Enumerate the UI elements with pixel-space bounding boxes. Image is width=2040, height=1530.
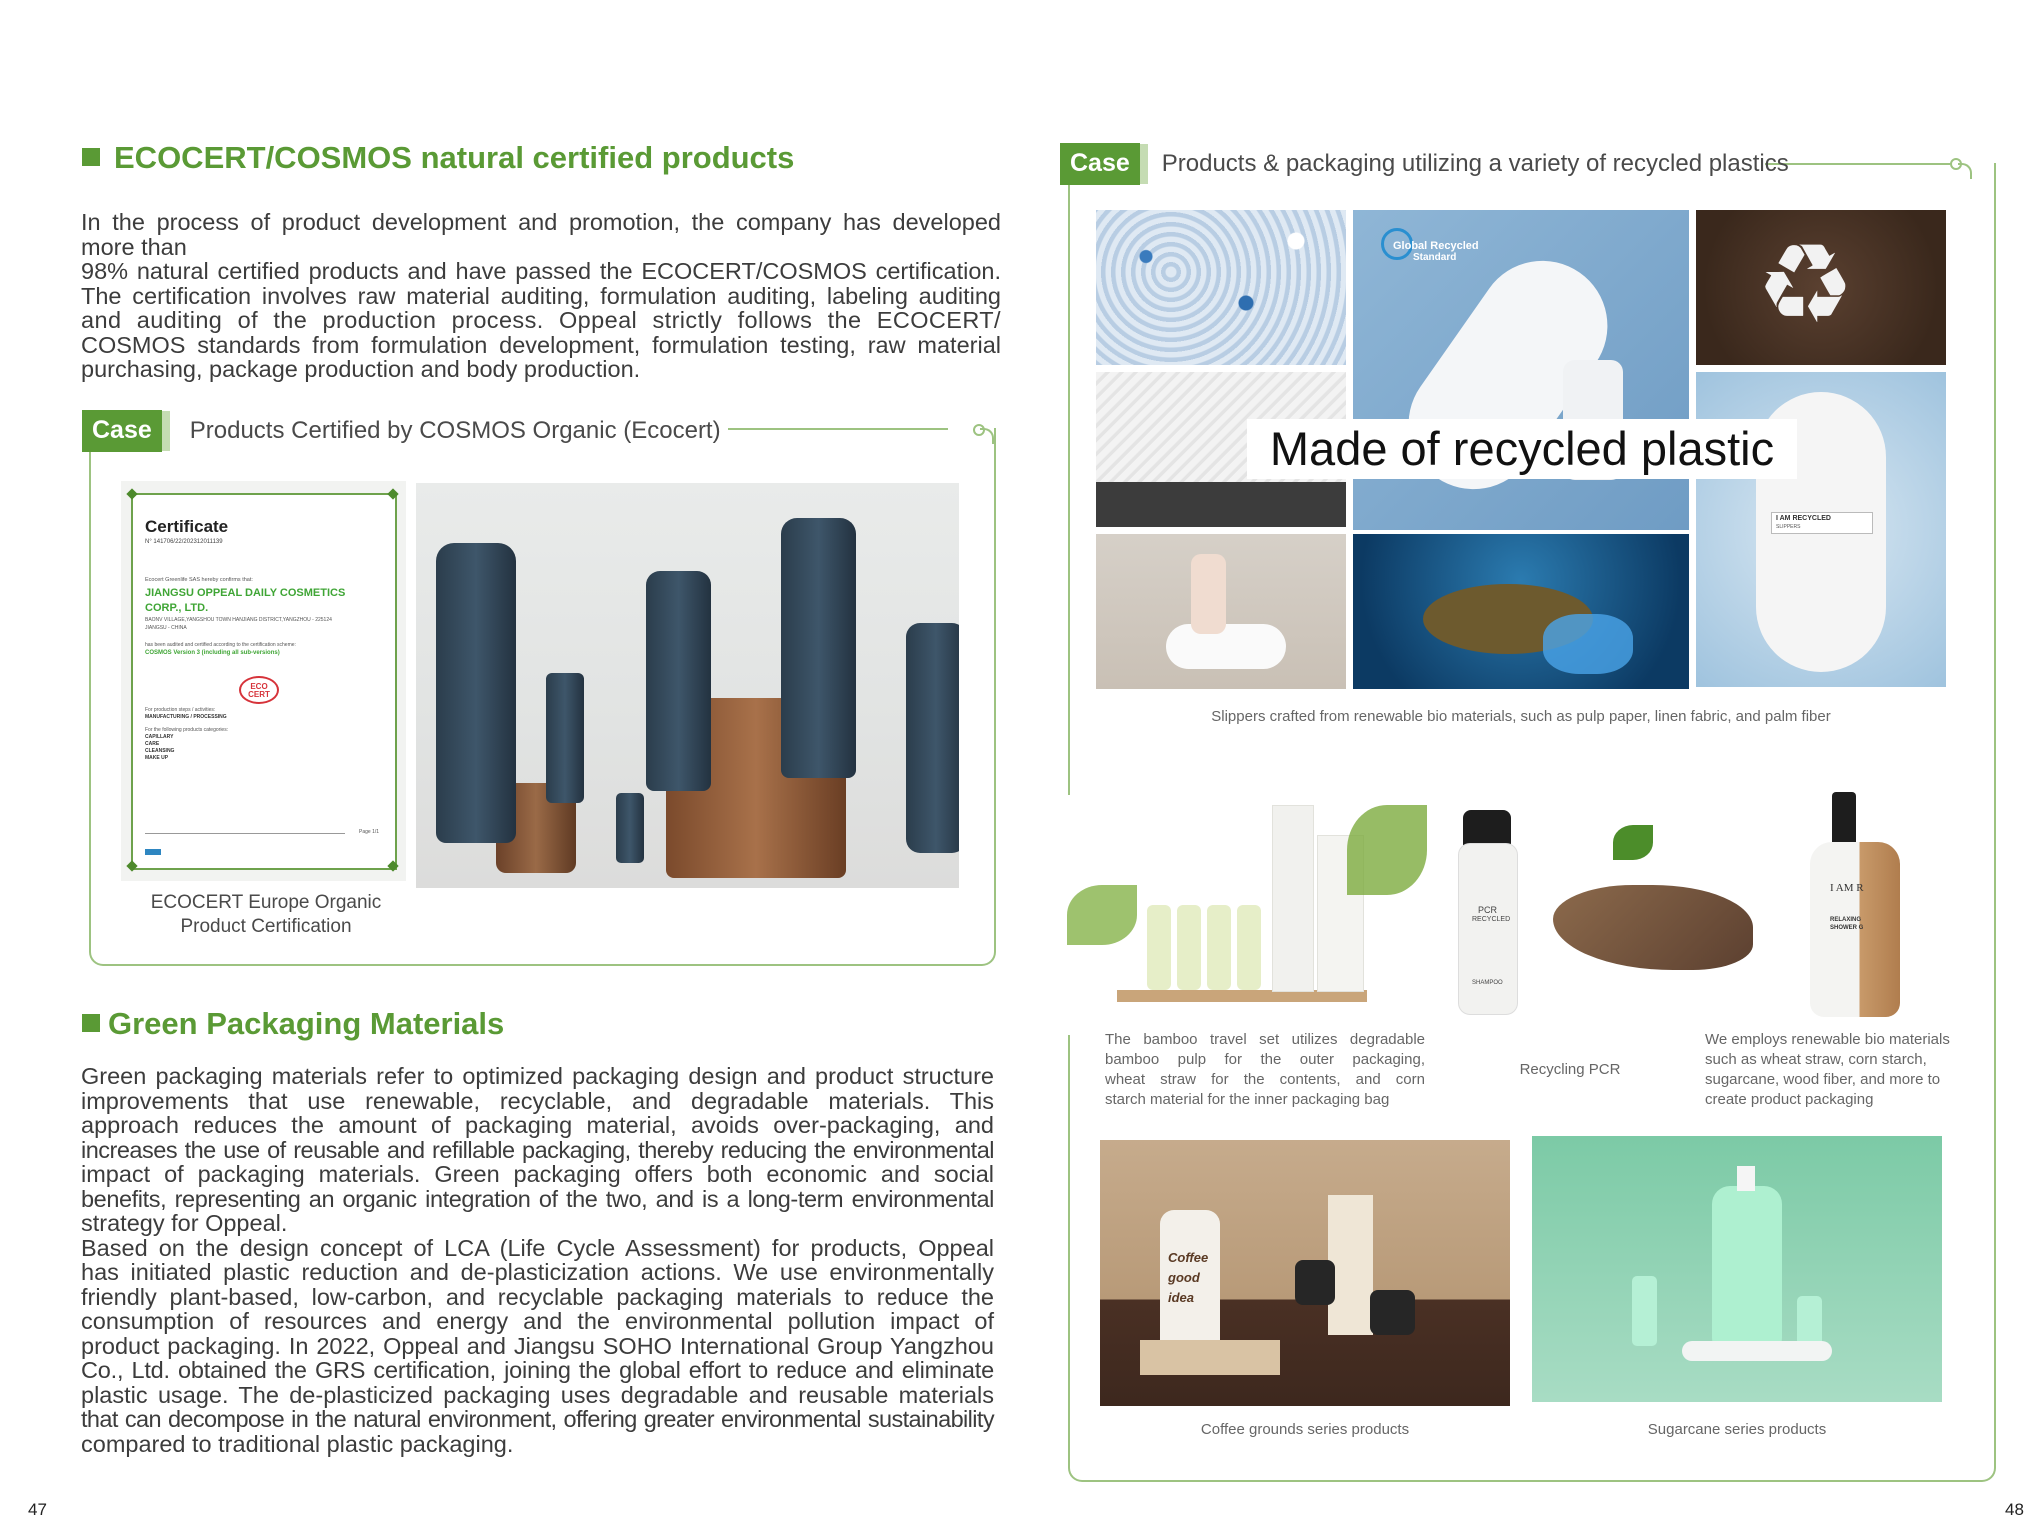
badge-accent	[1140, 144, 1148, 184]
case-title: Products & packaging utilizing a variety of recycled plastics	[1161, 150, 1789, 177]
page-number-left: 47	[28, 1500, 47, 1519]
caption-coffee: Coffee grounds series products	[1200, 1421, 1410, 1438]
ecocert-stamp-icon: ECO CERT	[239, 676, 279, 704]
certificate-image: Certificate N° 141706/22/202312011139 Ecocert Greenlife SAS hereby confirms that: JIANGSU OPPEAL DAILY COSMETICS CORP., LTD. BAONV VILLAGE,YANGSHOU TOWN HANJIANG DISTRICT,YANGZHOU - 225124 JIANGSU - CHINA has been audited and certified according to the certification scheme: COSMOS Version 3 (including all sub-versions) ECO CERT For production steps / activities: MANUFACTURING / PROCESSING For the following products categories: CAPILLARY CARE CLEANSING MAKE UP Page 1/1	[121, 481, 406, 881]
grid-caption: Slippers crafted from renewable bio materials, such as pulp paper, linen fabric, and palm fiber	[1211, 708, 1831, 725]
square-bullet-icon	[82, 148, 100, 166]
slipper-blue-photo: I AM RECYCLED SLIPPERS	[1696, 372, 1946, 687]
badge-accent	[162, 411, 170, 451]
overlay-label: Made of recycled plastic	[1247, 419, 1797, 479]
recycle-symbol-photo	[1696, 210, 1946, 365]
sea-turtle-photo	[1353, 534, 1689, 689]
case-frame-top-line	[728, 428, 948, 430]
bamboo-travel-set-photo	[1067, 795, 1442, 1035]
section-heading-packaging	[82, 1006, 504, 1042]
caption-bio-materials: We employs renewable bio materials such as wheat straw, corn starch, sugarcane, wood fiber, and more to create product packaging	[1705, 1031, 1950, 1108]
sugarcane-series-photo	[1532, 1136, 1942, 1402]
case-title: Products Certified by COSMOS Organic (Ecocert)	[189, 417, 721, 444]
section-heading-text: Green Packaging Materials	[108, 1006, 505, 1041]
caption-pcr: Recycling PCR	[1519, 1061, 1621, 1078]
case-badge: Case	[82, 410, 162, 452]
square-bullet-icon	[82, 1014, 100, 1032]
case-header-cosmos	[82, 410, 721, 452]
slippers-feet-photo	[1096, 534, 1346, 689]
grs-slippers-photo: Global Recycled Standard	[1353, 210, 1689, 530]
certificate-heading: Certificate	[145, 517, 229, 536]
section-heading-text: ECOCERT/COSMOS natural certified products	[114, 140, 795, 175]
section-paragraph-ecocert: In the process of product development and promotion, the company has developed more than 98% natural certified products and have passed the ECOCERT/COSMOS certification. The certification involves raw material auditing, formulation auditing, labeling auditing and auditing of the production process. Oppeal strictly follows the ECOCERT/ COSMOS standards from formulation development, formulation testing, raw material purchasing, package production and body production.	[81, 209, 1001, 382]
ecocert-logo-icon	[145, 849, 161, 855]
recycle-icon: ♻	[1756, 223, 1855, 346]
coffee-grounds-photo: Coffee good idea	[1100, 1140, 1510, 1406]
bio-material-bottle-photo: I AM R RELAXING SHOWER G	[1802, 792, 1912, 1022]
case-frame-top-line	[1765, 163, 1950, 165]
page-number-right: 48	[2005, 1500, 2024, 1519]
plastic-pellets-photo	[1096, 210, 1346, 365]
certificate-caption: ECOCERT Europe Organic Product Certification	[150, 892, 382, 937]
cosmos-products-photo	[416, 483, 959, 888]
section-paragraph-packaging: Green packaging materials refer to optimized packaging design and product structure improvements that use renewable, recyclable, and degradable materials. This approach reduces the amount of packaging material, avoids over-packaging, and increases the use of reusable and refillable packaging, thereby reducing the environmental impact of packaging materials. Green packaging offers both economic and social benefits, representing an organic integration of the two, and is a long-term environmental strategy for Oppeal. Based on the design concept of LCA (Life Cycle Assessment) for products, Oppeal has initiated plastic reduction and de-plasticization actions. We use environmentally friendly plant-based, low-carbon, and recyclable packaging materials to reduce the consumption of resources and energy and the environmental pollution impact of product packaging. In 2022, Oppeal and Jiangsu SOHO International Group Yangzhou Co., Ltd. obtained the GRS certification, joining the global effort to reduce and eliminate plastic usage. The de-plasticized packaging uses degradable and reusable materials that can decompose in the natural environment, offering greater environmental sustainability compared to traditional plastic packaging.	[81, 1063, 994, 1457]
section-heading-ecocert	[82, 140, 794, 176]
pcr-bottle-photo: PCR RECYCLED SHAMPOO	[1438, 795, 1768, 1025]
caption-bamboo-set: The bamboo travel set utilizes degradable bamboo pulp for the outer packaging, wheat straw for the contents, and corn starch material for the inner packaging bag	[1105, 1031, 1425, 1108]
caption-sugarcane: Sugarcane series products	[1647, 1421, 1827, 1438]
case-badge: Case	[1060, 143, 1140, 185]
case-header-recycled	[1060, 143, 1789, 185]
right-page	[1020, 0, 2040, 1530]
